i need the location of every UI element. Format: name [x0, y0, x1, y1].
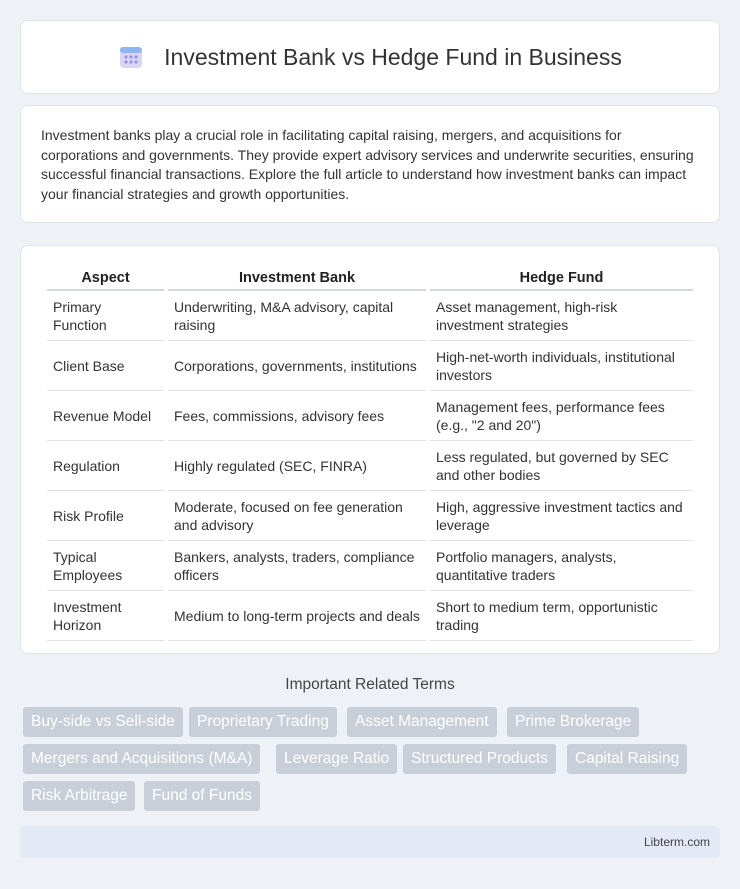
- related-terms-title: Important Related Terms: [285, 676, 455, 693]
- footer: [20, 826, 720, 858]
- hedge-fund-cell: High-net-worth individuals, institutional investors: [430, 341, 693, 391]
- investment-bank-cell: Highly regulated (SEC, FINRA): [168, 441, 426, 491]
- hedge-fund-cell: Management fees, performance fees (e.g., "2 and 20"): [430, 391, 693, 441]
- tag-mergers-and-acquisitions[interactable]: Mergers and Acquisitions (M&A): [23, 744, 260, 774]
- header-aspect: Aspect: [47, 266, 164, 291]
- aspect-cell: Risk Profile: [47, 491, 164, 541]
- comparison-table: [43, 266, 697, 641]
- aspect-cell: Investment Horizon: [47, 591, 164, 641]
- table-row: [47, 441, 693, 491]
- hedge-fund-cell: Asset management, high-risk investment strategies: [430, 291, 693, 341]
- tag-risk-arbitrage[interactable]: Risk Arbitrage: [23, 781, 135, 811]
- hedge-fund-cell: Portfolio managers, analysts, quantitative traders: [430, 541, 693, 591]
- tag-leverage-ratio[interactable]: Leverage Ratio: [276, 744, 397, 774]
- intro-text: Investment banks play a crucial role in facilitating capital raising, mergers, and acquisitions for corporations and governments. They provide expert advisory services and underwrite securities, ensuring successful financial transactions. Explore the full article to understand how investment banks can impact your financial strategies and growth opportunities.: [41, 127, 694, 202]
- header-investment-bank: Investment Bank: [168, 266, 426, 291]
- table-header-row: [47, 266, 693, 291]
- tag-structured-products[interactable]: Structured Products: [403, 744, 556, 774]
- hedge-fund-cell: Short to medium term, opportunistic trading: [430, 591, 693, 641]
- tag-asset-management[interactable]: Asset Management: [347, 707, 497, 737]
- investment-bank-cell: Fees, commissions, advisory fees: [168, 391, 426, 441]
- investment-bank-cell: Corporations, governments, institutions: [168, 341, 426, 391]
- header-hedge-fund: Hedge Fund: [430, 266, 693, 291]
- aspect-cell: Regulation: [47, 441, 164, 491]
- page-title: Investment Bank vs Hedge Fund in Business: [164, 43, 622, 70]
- tag-capital-raising[interactable]: Capital Raising: [567, 744, 687, 774]
- table-row: [47, 541, 693, 591]
- tag-prime-brokerage[interactable]: Prime Brokerage: [507, 707, 639, 737]
- aspect-cell: Client Base: [47, 341, 164, 391]
- tag-fund-of-funds[interactable]: Fund of Funds: [144, 781, 260, 811]
- footer-site-link[interactable]: Libterm.com: [643, 835, 710, 849]
- table-row: [47, 591, 693, 641]
- aspect-cell: Typical Employees: [47, 541, 164, 591]
- aspect-cell: Revenue Model: [47, 391, 164, 441]
- calendar-icon: [118, 44, 144, 70]
- table-row: [47, 491, 693, 541]
- tag-buy-side-vs-sell-side[interactable]: Buy-side vs Sell-side: [23, 707, 183, 737]
- intro-card: [20, 105, 720, 223]
- tag-proprietary-trading[interactable]: Proprietary Trading: [189, 707, 337, 737]
- investment-bank-cell: Underwriting, M&A advisory, capital raising: [168, 291, 426, 341]
- table-row: [47, 341, 693, 391]
- investment-bank-cell: Moderate, focused on fee generation and advisory: [168, 491, 426, 541]
- comparison-card: [20, 245, 720, 654]
- investment-bank-cell: Medium to long-term projects and deals: [168, 591, 426, 641]
- investment-bank-cell: Bankers, analysts, traders, compliance officers: [168, 541, 426, 591]
- table-row: [47, 291, 693, 341]
- hedge-fund-cell: Less regulated, but governed by SEC and other bodies: [430, 441, 693, 491]
- aspect-cell: Primary Function: [47, 291, 164, 341]
- hedge-fund-cell: High, aggressive investment tactics and leverage: [430, 491, 693, 541]
- header-card: [20, 20, 720, 94]
- table-row: [47, 391, 693, 441]
